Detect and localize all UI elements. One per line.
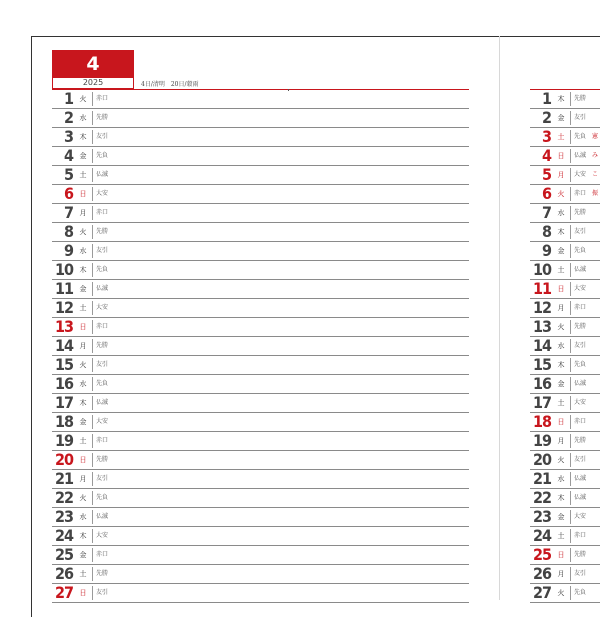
weekday-label: 日 [557, 285, 565, 293]
day-row[interactable] [530, 223, 600, 242]
weekday-label: 金 [79, 418, 87, 426]
page-gutter [499, 36, 500, 600]
rokuyo-label: 大安 [96, 418, 109, 425]
column-divider [570, 453, 571, 467]
day-number: 16 [532, 374, 551, 393]
day-number: 6 [63, 184, 73, 203]
day-row[interactable] [52, 318, 469, 337]
day-row[interactable] [530, 527, 600, 546]
day-row[interactable] [530, 375, 600, 394]
day-row[interactable] [530, 337, 600, 356]
rokuyo-label: 赤口 [96, 95, 109, 102]
rokuyo-label: 仏滅 [574, 266, 587, 273]
column-divider [570, 149, 571, 163]
day-number: 11 [532, 279, 551, 298]
rokuyo-label: 友引 [574, 570, 587, 577]
column-divider [570, 282, 571, 296]
column-divider [92, 168, 93, 182]
weekday-label: 日 [79, 190, 87, 198]
day-number: 27 [532, 583, 551, 602]
column-divider [570, 396, 571, 410]
weekday-label: 金 [557, 513, 565, 521]
day-number: 7 [63, 203, 73, 222]
day-row[interactable] [52, 375, 469, 394]
column-divider [92, 415, 93, 429]
column-divider [570, 130, 571, 144]
day-row[interactable] [530, 185, 600, 204]
day-row[interactable] [52, 356, 469, 375]
day-number: 17 [54, 393, 73, 412]
day-number: 19 [532, 431, 551, 450]
weekday-label: 土 [79, 171, 87, 179]
day-number: 25 [532, 545, 551, 564]
holiday-name: 振 [592, 190, 599, 197]
column-divider [570, 206, 571, 220]
column-divider [570, 187, 571, 201]
column-divider [570, 168, 571, 182]
column-divider [570, 510, 571, 524]
weekday-label: 土 [557, 532, 565, 540]
day-number: 12 [54, 298, 73, 317]
right-page-day-list [530, 90, 600, 603]
rokuyo-label: 大安 [574, 171, 587, 178]
day-row[interactable] [52, 280, 469, 299]
day-number: 12 [532, 298, 551, 317]
day-row[interactable] [52, 508, 469, 527]
column-divider [92, 434, 93, 448]
column-divider [570, 320, 571, 334]
rokuyo-label: 先負 [574, 589, 587, 596]
day-number: 23 [54, 507, 73, 526]
day-number: 8 [541, 222, 551, 241]
weekday-label: 水 [79, 513, 87, 521]
column-divider [570, 339, 571, 353]
rokuyo-label: 先勝 [574, 551, 587, 558]
day-row[interactable] [52, 109, 469, 128]
rokuyo-label: 友引 [574, 456, 587, 463]
rokuyo-label: 大安 [96, 304, 109, 311]
column-divider [92, 320, 93, 334]
weekday-label: 木 [557, 95, 565, 103]
column-divider [570, 415, 571, 429]
weekday-label: 土 [557, 266, 565, 274]
rokuyo-label: 先勝 [96, 570, 109, 577]
day-row[interactable] [52, 147, 469, 166]
weekday-label: 月 [79, 209, 87, 217]
day-number: 23 [532, 507, 551, 526]
day-row[interactable] [530, 356, 600, 375]
day-row[interactable] [52, 584, 469, 603]
weekday-label: 土 [79, 437, 87, 445]
rokuyo-label: 友引 [96, 247, 109, 254]
rokuyo-label: 赤口 [574, 418, 587, 425]
rokuyo-label: 先負 [96, 266, 109, 273]
column-divider [92, 548, 93, 562]
rokuyo-label: 大安 [574, 399, 587, 406]
rokuyo-label: 大安 [96, 190, 109, 197]
weekday-label: 月 [557, 570, 565, 578]
rokuyo-label: 友引 [574, 342, 587, 349]
column-divider [92, 301, 93, 315]
weekday-label: 水 [79, 247, 87, 255]
day-number: 3 [541, 127, 551, 146]
day-row[interactable] [530, 489, 600, 508]
weekday-label: 木 [79, 399, 87, 407]
weekday-label: 木 [557, 494, 565, 502]
weekday-label: 日 [557, 418, 565, 426]
rokuyo-label: 仏滅 [574, 152, 587, 159]
weekday-label: 木 [557, 228, 565, 236]
rokuyo-label: 友引 [574, 114, 587, 121]
weekday-label: 金 [557, 114, 565, 122]
day-number: 25 [54, 545, 73, 564]
rokuyo-label: 仏滅 [96, 513, 109, 520]
column-divider [570, 377, 571, 391]
column-divider [92, 282, 93, 296]
day-number: 1 [541, 89, 551, 108]
day-row[interactable] [52, 337, 469, 356]
day-row[interactable] [530, 90, 600, 109]
column-divider [92, 472, 93, 486]
column-divider [570, 491, 571, 505]
rokuyo-label: 仏滅 [96, 285, 109, 292]
rokuyo-label: 先勝 [96, 228, 109, 235]
rokuyo-label: 仏滅 [96, 171, 109, 178]
weekday-label: 火 [79, 95, 87, 103]
column-divider [570, 529, 571, 543]
column-divider [570, 111, 571, 125]
day-row[interactable] [530, 470, 600, 489]
day-row[interactable] [530, 109, 600, 128]
day-row[interactable] [52, 432, 469, 451]
rokuyo-label: 先勝 [96, 114, 109, 121]
weekday-label: 火 [79, 228, 87, 236]
day-row[interactable] [530, 546, 600, 565]
day-number: 13 [54, 317, 73, 336]
rokuyo-label: 友引 [96, 589, 109, 596]
column-divider [92, 130, 93, 144]
day-number: 10 [532, 260, 551, 279]
rokuyo-label: 仏滅 [96, 399, 109, 406]
day-number: 3 [63, 127, 73, 146]
rokuyo-label: 先勝 [574, 209, 587, 216]
weekday-label: 土 [557, 133, 565, 141]
day-number: 20 [532, 450, 551, 469]
rokuyo-label: 赤口 [96, 323, 109, 330]
rokuyo-label: 大安 [96, 532, 109, 539]
column-divider [92, 111, 93, 125]
day-number: 6 [541, 184, 551, 203]
column-divider [92, 206, 93, 220]
rokuyo-label: 先負 [96, 494, 109, 501]
rokuyo-label: 仏滅 [574, 380, 587, 387]
day-number: 10 [54, 260, 73, 279]
day-number: 5 [63, 165, 73, 184]
day-number: 4 [63, 146, 73, 165]
day-number: 22 [54, 488, 73, 507]
rokuyo-label: 先勝 [574, 323, 587, 330]
day-number: 26 [54, 564, 73, 583]
column-divider [570, 92, 571, 106]
day-row[interactable] [530, 204, 600, 223]
day-number: 21 [532, 469, 551, 488]
day-row[interactable] [530, 432, 600, 451]
day-row[interactable] [530, 451, 600, 470]
column-divider [570, 567, 571, 581]
holiday-name: み [592, 152, 599, 159]
weekday-label: 日 [79, 589, 87, 597]
day-row[interactable] [52, 90, 469, 109]
rokuyo-label: 赤口 [96, 551, 109, 558]
day-number: 17 [532, 393, 551, 412]
weekday-label: 金 [79, 551, 87, 559]
day-row[interactable] [530, 299, 600, 318]
day-row[interactable] [52, 565, 469, 584]
column-divider [92, 92, 93, 106]
month-tab: 4 [52, 50, 134, 78]
rokuyo-label: 赤口 [574, 190, 587, 197]
day-row[interactable] [52, 223, 469, 242]
weekday-label: 金 [79, 152, 87, 160]
rokuyo-label: 先負 [574, 361, 587, 368]
weekday-label: 金 [557, 380, 565, 388]
weekday-label: 火 [557, 456, 565, 464]
column-divider [570, 472, 571, 486]
day-number: 26 [532, 564, 551, 583]
rokuyo-label: 先負 [574, 133, 587, 140]
weekday-label: 木 [557, 361, 565, 369]
day-number: 7 [541, 203, 551, 222]
column-divider [570, 244, 571, 258]
rokuyo-label: 仏滅 [574, 475, 587, 482]
day-number: 11 [54, 279, 73, 298]
day-number: 2 [541, 108, 551, 127]
solar-term-note: 4日/清明 20日/穀雨 [141, 81, 199, 88]
rokuyo-label: 先負 [574, 247, 587, 254]
rokuyo-label: 仏滅 [574, 494, 587, 501]
day-number: 24 [532, 526, 551, 545]
weekday-label: 土 [557, 399, 565, 407]
rokuyo-label: 赤口 [574, 532, 587, 539]
rokuyo-label: 友引 [574, 228, 587, 235]
day-row[interactable] [52, 470, 469, 489]
day-row[interactable] [52, 527, 469, 546]
weekday-label: 月 [79, 475, 87, 483]
weekday-label: 木 [79, 532, 87, 540]
column-divider [92, 567, 93, 581]
weekday-label: 火 [557, 589, 565, 597]
rokuyo-label: 赤口 [96, 437, 109, 444]
rokuyo-label: 大安 [574, 285, 587, 292]
weekday-label: 木 [79, 133, 87, 141]
day-row[interactable] [530, 242, 600, 261]
day-number: 20 [54, 450, 73, 469]
column-divider [92, 377, 93, 391]
column-divider [570, 301, 571, 315]
day-number: 15 [54, 355, 73, 374]
column-divider [92, 225, 93, 239]
day-row[interactable] [52, 413, 469, 432]
day-row[interactable] [530, 128, 600, 147]
day-number: 16 [54, 374, 73, 393]
column-divider [92, 396, 93, 410]
column-divider [92, 529, 93, 543]
weekday-label: 日 [557, 152, 565, 160]
day-row[interactable] [52, 128, 469, 147]
rokuyo-label: 友引 [96, 475, 109, 482]
column-divider [92, 244, 93, 258]
day-number: 5 [541, 165, 551, 184]
weekday-label: 木 [79, 266, 87, 274]
day-row[interactable] [530, 261, 600, 280]
day-number: 18 [54, 412, 73, 431]
rokuyo-label: 先勝 [96, 456, 109, 463]
day-row[interactable] [530, 565, 600, 584]
day-number: 4 [541, 146, 551, 165]
day-number: 27 [54, 583, 73, 602]
column-divider [92, 586, 93, 600]
day-row[interactable] [52, 546, 469, 565]
day-row[interactable] [52, 185, 469, 204]
rokuyo-label: 友引 [96, 133, 109, 140]
weekday-label: 水 [79, 114, 87, 122]
column-divider [570, 225, 571, 239]
weekday-label: 金 [79, 285, 87, 293]
rokuyo-label: 先勝 [96, 342, 109, 349]
day-row[interactable] [52, 261, 469, 280]
day-number: 18 [532, 412, 551, 431]
rokuyo-label: 先勝 [574, 95, 587, 102]
weekday-label: 月 [557, 437, 565, 445]
holiday-name: 憲 [592, 133, 599, 140]
day-number: 24 [54, 526, 73, 545]
day-number: 9 [541, 241, 551, 260]
day-row[interactable] [530, 318, 600, 337]
column-divider [92, 491, 93, 505]
column-divider [92, 263, 93, 277]
weekday-label: 水 [79, 380, 87, 388]
weekday-label: 火 [557, 323, 565, 331]
rokuyo-label: 友引 [96, 361, 109, 368]
day-row[interactable] [52, 299, 469, 318]
weekday-label: 火 [557, 190, 565, 198]
day-number: 2 [63, 108, 73, 127]
day-row[interactable] [530, 508, 600, 527]
weekday-label: 水 [557, 209, 565, 217]
column-divider [92, 149, 93, 163]
day-number: 15 [532, 355, 551, 374]
rokuyo-label: 先負 [96, 152, 109, 159]
weekday-label: 月 [79, 342, 87, 350]
day-row[interactable] [530, 166, 600, 185]
day-number: 13 [532, 317, 551, 336]
column-divider [570, 586, 571, 600]
day-row[interactable] [530, 147, 600, 166]
day-row[interactable] [530, 584, 600, 603]
rokuyo-label: 赤口 [96, 209, 109, 216]
column-divider [92, 453, 93, 467]
day-row[interactable] [530, 280, 600, 299]
rokuyo-label: 先負 [96, 380, 109, 387]
day-number: 14 [54, 336, 73, 355]
day-number: 22 [532, 488, 551, 507]
day-row[interactable] [530, 413, 600, 432]
day-row[interactable] [52, 242, 469, 261]
day-number: 9 [63, 241, 73, 260]
column-divider [92, 510, 93, 524]
day-row[interactable] [530, 394, 600, 413]
weekday-label: 金 [557, 247, 565, 255]
day-row[interactable] [52, 489, 469, 508]
rokuyo-label: 赤口 [574, 304, 587, 311]
weekday-label: 火 [79, 494, 87, 502]
day-number: 19 [54, 431, 73, 450]
day-row[interactable] [52, 166, 469, 185]
day-number: 8 [63, 222, 73, 241]
day-row[interactable] [52, 394, 469, 413]
rokuyo-label: 先勝 [574, 437, 587, 444]
weekday-label: 日 [557, 551, 565, 559]
day-number: 14 [532, 336, 551, 355]
weekday-label: 土 [79, 570, 87, 578]
column-divider [570, 548, 571, 562]
column-divider [570, 263, 571, 277]
column-divider [570, 358, 571, 372]
year-label: 2025 [52, 78, 134, 89]
weekday-label: 月 [557, 171, 565, 179]
column-divider [92, 339, 93, 353]
holiday-name: こ [592, 171, 599, 178]
column-divider [92, 358, 93, 372]
weekday-label: 日 [79, 456, 87, 464]
day-row[interactable] [52, 451, 469, 470]
weekday-label: 土 [79, 304, 87, 312]
day-number: 1 [63, 89, 73, 108]
weekday-label: 月 [557, 304, 565, 312]
weekday-label: 水 [557, 342, 565, 350]
weekday-label: 日 [79, 323, 87, 331]
left-page-day-list [52, 90, 469, 603]
day-number: 21 [54, 469, 73, 488]
weekday-label: 水 [557, 475, 565, 483]
weekday-label: 火 [79, 361, 87, 369]
day-row[interactable] [52, 204, 469, 223]
column-divider [570, 434, 571, 448]
rokuyo-label: 大安 [574, 513, 587, 520]
column-divider [92, 187, 93, 201]
